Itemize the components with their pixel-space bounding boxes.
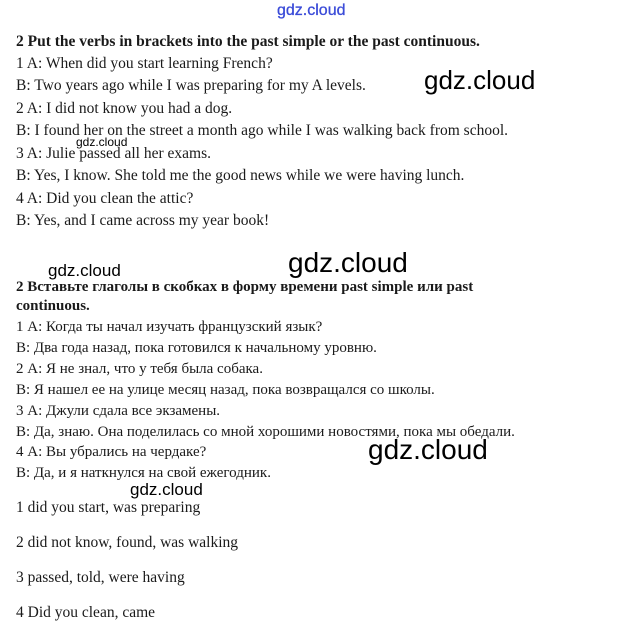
- exercise-ru-title: 2 Вставьте глаголы в скобках в форму времени past simple или past: [16, 279, 474, 295]
- answer-line: 3 passed, told, were having: [16, 569, 185, 586]
- answer-line: 1 did you start, was preparing: [16, 499, 201, 516]
- exercise-en-line: B: I found her on the street a month ago while I was walking back from school.: [16, 122, 509, 139]
- watermark-large: gdz.cloud: [288, 247, 408, 278]
- exercise-en-line: B: Yes, I know. She told me the good news while we were having lunch.: [16, 167, 465, 184]
- watermark-top: gdz.cloud: [277, 2, 346, 19]
- exercise-ru-line: 3 А: Джули сдала все экзамены.: [16, 403, 221, 419]
- exercise-ru-line: В: Два года назад, пока готовился к начальному уровню.: [16, 340, 377, 356]
- watermark-small: gdz.cloud: [130, 480, 203, 499]
- watermark-small: gdz.cloud: [48, 261, 121, 280]
- watermark-small: gdz.cloud: [76, 135, 128, 149]
- exercise-ru-line: В: Да, и я наткнулся на свой ежегодник.: [16, 465, 271, 481]
- answer-line: 4 Did you clean, came: [16, 604, 156, 621]
- exercise-ru-title-cont: continuous.: [16, 298, 90, 314]
- watermark-large: gdz.cloud: [368, 434, 488, 465]
- exercise-ru-line: В: Я нашел ее на улице месяц назад, пока возвращался со школы.: [16, 382, 435, 398]
- exercise-en-line: 2 A: I did not know you had a dog.: [16, 100, 233, 117]
- exercise-ru-line: 4 А: Вы убрались на чердаке?: [16, 444, 207, 460]
- exercise-ru-line: В: Да, знаю. Она поделилась со мной хорошими новостями, пока мы обедали.: [16, 424, 515, 440]
- exercise-ru-line: 1 А: Когда ты начал изучать французский язык?: [16, 319, 323, 335]
- exercise-en-line: B: Yes, and I came across my year book!: [16, 212, 270, 229]
- exercise-en-line: 3 A: Julie passed all her exams.: [16, 145, 211, 162]
- exercise-en-title: 2 Put the verbs in brackets into the past simple or the past continuous.: [16, 33, 480, 50]
- exercise-en-line: B: Two years ago while I was preparing for my A levels.: [16, 77, 366, 94]
- exercise-en-line: 4 A: Did you clean the attic?: [16, 190, 194, 207]
- exercise-ru-line: 2 А: Я не знал, что у тебя была собака.: [16, 361, 263, 377]
- exercise-en-line: 1 A: When did you start learning French?: [16, 55, 273, 72]
- watermark-large: gdz.cloud: [424, 65, 536, 95]
- answer-line: 2 did not know, found, was walking: [16, 534, 239, 551]
